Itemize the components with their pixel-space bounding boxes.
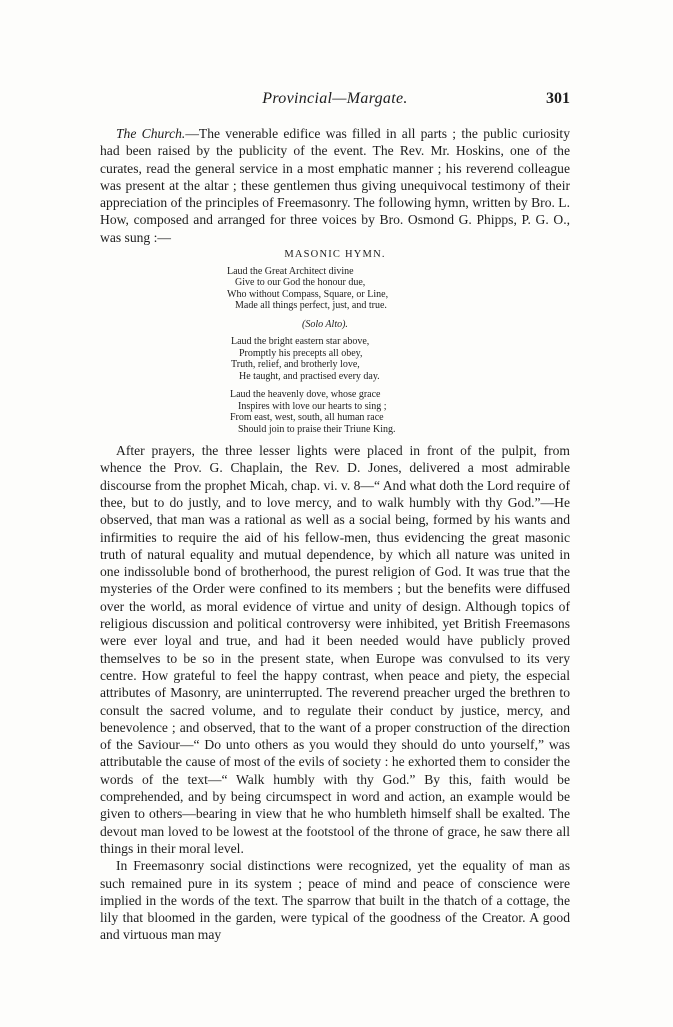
page-number: 301 <box>546 90 570 107</box>
hymn-line: Should join to praise their Triune King. <box>238 423 396 435</box>
hymn-line: Who without Compass, Square, or Line, <box>227 288 389 300</box>
hymn-stanza-1 <box>227 266 570 312</box>
body-text <box>100 125 570 944</box>
running-title: Provincial—Margate. <box>262 90 408 107</box>
page-header <box>100 90 570 116</box>
hymn-line: Made all things perfect, just, and true. <box>235 300 387 312</box>
hymn-line: Truth, relief, and brotherly love, <box>231 359 360 371</box>
hymn-line: Laud the heavenly dove, whose grace <box>230 389 381 401</box>
hymn-line: Promptly his precepts all obey, <box>239 347 363 359</box>
hymn-line: Laud the bright eastern star above, <box>231 336 370 348</box>
hymn-stanza-3 <box>227 389 570 435</box>
hymn-line: Inspires with love our hearts to sing ; <box>238 400 387 412</box>
hymn-line: From east, west, south, all human race <box>230 412 384 424</box>
paragraph-freemasonry-equality: In Freemasonry social distinctions were recognized, yet the equality of man as such remained pure in its system ; peace of mind and peace of conscience were implied in the words of the text. The sparrow that built in the thatch of a cottage, the lily that bloomed in the garden, were typical of the goodness of the Creator. A good and virtuous man may <box>100 858 570 943</box>
masonic-hymn <box>100 249 570 435</box>
paragraph-the-church <box>100 125 570 246</box>
hymn-stanza-2 <box>227 336 570 382</box>
paragraph-text: —The venerable edifice was filled in all parts ; the public curiosity had been raised by the publicity of the event. The Rev. Mr. Hoskins, one of the curates, read the general service in a most emphatic manner ; his reverend colleague was present at the altar ; these gentlemen thus giving unequivocal testimony of their appreciation of the principles of Freemasonry. The following hymn, written by Bro. L. How, composed and arranged for three voices by Bro. Osmond G. Phipps, P. G. O., was sung :— <box>100 126 571 245</box>
hymn-line: Laud the Great Architect divine <box>227 265 354 277</box>
paragraph-sermon: After prayers, the three lesser lights were placed in front of the pulpit, from whence the Prov. G. Chaplain, the Rev. D. Jones, delivered a most admirable discourse from the prophet Micah, chap. vi. v. 8—“ And what doth the Lord require of thee, but to do justly, and to love mercy, and to walk humbly with thy God.”—He observed, that man was a rational as well as a social being, formed by his wants and infirmities to require the aid of his fellow-men, thus evidencing the great masonic truth of natural equality and mutual dependence, by which all nature was united in one indissoluble bond of brotherhood, the purest religion of God. It was true that the mysteries of the Order were confined to its members ; but the benefits were diffused over the world, as moral evidence of virtue and unity of design. Although topics of religious discussion and political controversy were inhibited, yet British Freemasons were ever loyal and true, and had it been needed would have publicly proved themselves to be so in the present state, when Europe was convulsed to its very centre. How grateful to feel the happy contrast, when peace and piety, the especial attributes of Masonry, are uninterrupted. The reverend preacher urged the brethren to consult the sacred volume, and to regulate their conduct by justice, mercy, and benevolence ; and observed, that to the want of a proper construction of the direction of the Saviour—“ Do unto others as you would they should do unto yourself,” was attributable the cause of most of the evils of society : he exhorted them to consider the words of the text—“ Walk humbly with thy God.” By this, faith would be comprehended, and by being circumspect in word and action, an example would be given to others—bearing in view that he who humbleth himself shall be exalted. The devout man loved to be lowest at the footstool of the throne of grace, he saw there all things in their moral level. <box>100 443 570 856</box>
hymn-title: MASONIC HYMN. <box>284 249 386 261</box>
hymn-line: He taught, and practised every day. <box>239 370 380 382</box>
solo-direction: (Solo Alto). <box>302 318 348 330</box>
hymn-line: Give to our God the honour due, <box>235 277 366 289</box>
run-in-heading: The Church. <box>116 126 186 141</box>
